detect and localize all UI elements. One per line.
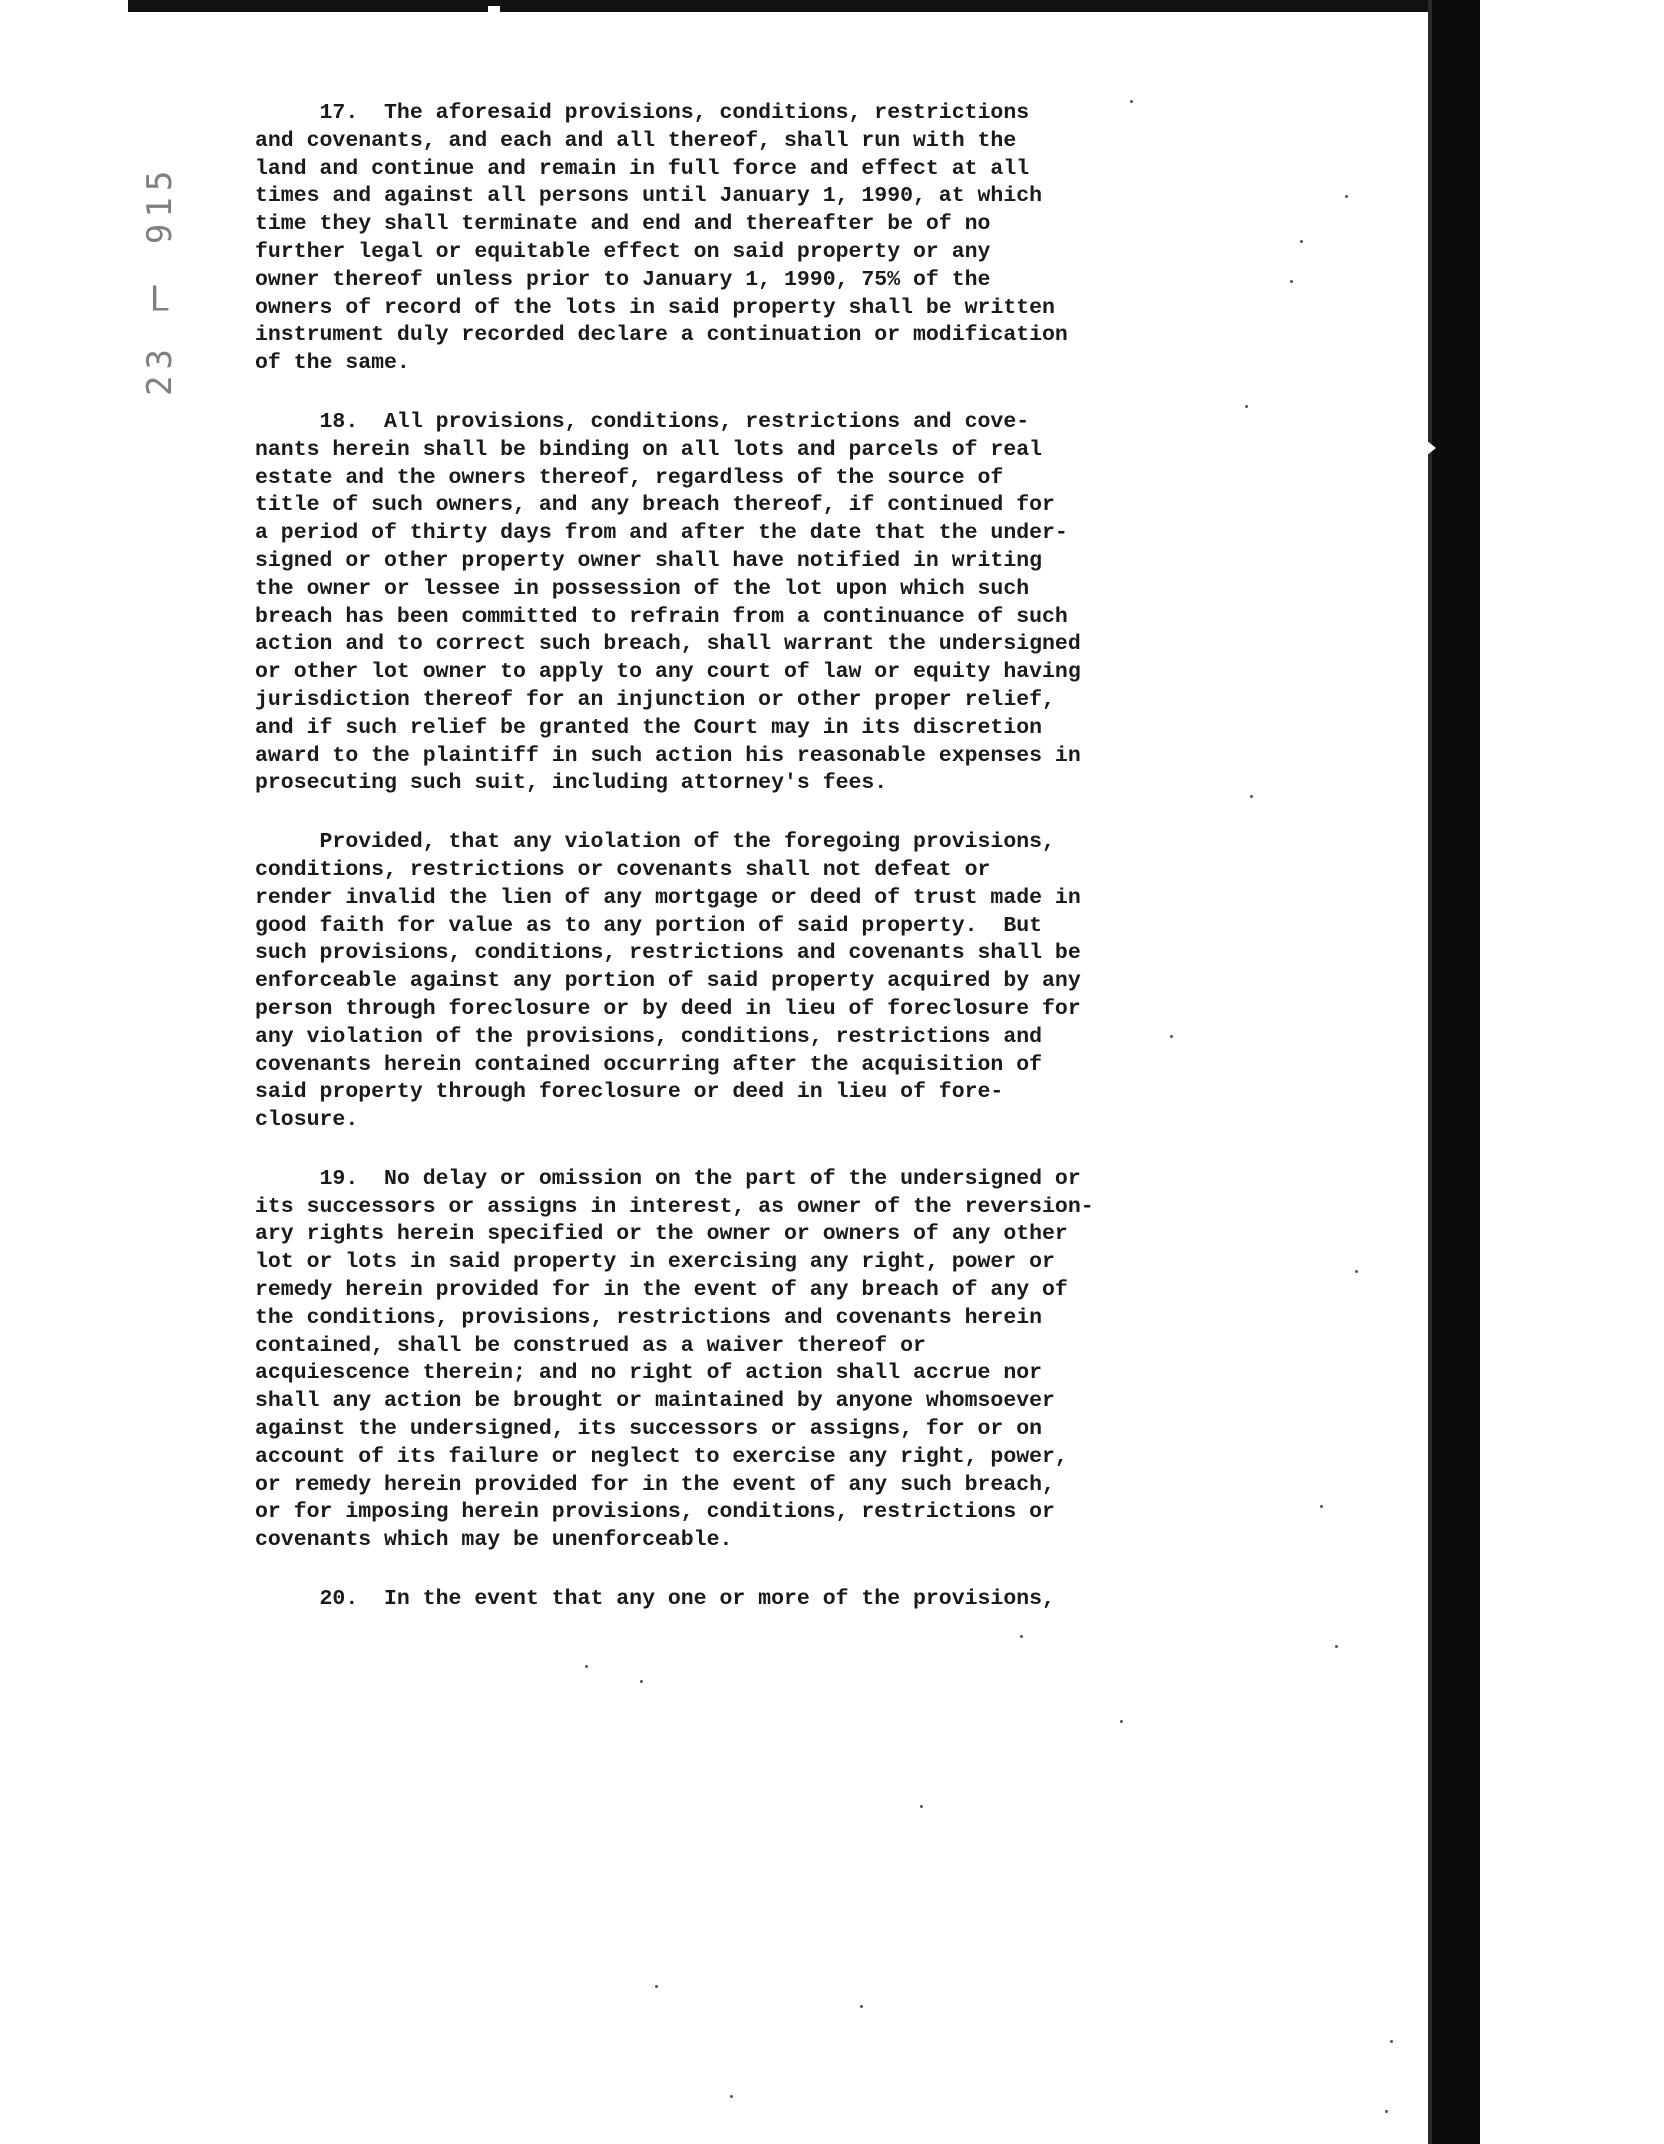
scan-speck	[1335, 1645, 1338, 1648]
text-line: render invalid the lien of any mortgage or deed of trust made in	[255, 885, 1081, 910]
text-line: action and to correct such breach, shall warrant the undersigned	[255, 632, 1081, 657]
scan-speck	[1320, 1505, 1323, 1508]
text-line: further legal or equitable effect on said property or any	[255, 239, 991, 264]
text-line: time they shall terminate and end and thereafter be of no	[255, 212, 991, 237]
scan-speck	[920, 1805, 923, 1808]
text-line: enforceable against any portion of said property acquired by any	[255, 969, 1081, 994]
text-line: ary rights herein specified or the owner or owners of any other	[255, 1222, 1068, 1247]
text-line: said property through foreclosure or deed in lieu of fore-	[255, 1080, 1004, 1105]
text-line: or for imposing herein provisions, conditions, restrictions or	[255, 1500, 1055, 1525]
text-line: 18. All provisions, conditions, restrictions and cove-	[255, 409, 1030, 434]
text-line: title of such owners, and any breach thereof, if continued for	[255, 493, 1055, 518]
text-line: covenants which may be unenforceable.	[255, 1528, 733, 1553]
scan-speck	[1345, 195, 1348, 198]
text-line: lot or lots in said property in exercising any right, power or	[255, 1250, 1055, 1275]
text-line: nants herein shall be binding on all lots and parcels of real	[255, 437, 1043, 462]
text-line: 20. In the event that any one or more of the provisions,	[255, 1587, 1055, 1612]
scan-speck	[585, 1665, 588, 1668]
paragraph-p19	[255, 1166, 1255, 1555]
text-line: owner thereof unless prior to January 1, 1990, 75% of the	[255, 267, 991, 292]
text-line: closure.	[255, 1108, 359, 1133]
text-line: breach has been committed to refrain from a continuance of such	[255, 604, 1068, 629]
text-line: the conditions, provisions, restrictions and covenants herein	[255, 1305, 1043, 1330]
text-line: and covenants, and each and all thereof, shall run with the	[255, 128, 1017, 153]
scan-edge-notch	[1426, 440, 1436, 456]
text-line: against the undersigned, its successors or assigns, for or on	[255, 1417, 1043, 1442]
scan-speck	[655, 1985, 658, 1988]
text-line: jurisdiction thereof for an injunction or other proper relief,	[255, 687, 1055, 712]
document-body	[255, 100, 1255, 1645]
text-line: good faith for value as to any portion of said property. But	[255, 913, 1043, 938]
text-line: acquiescence therein; and no right of action shall accrue nor	[255, 1361, 1043, 1386]
text-line: and if such relief be granted the Court may in its discretion	[255, 715, 1043, 740]
text-line: a period of thirty days from and after the date that the under-	[255, 521, 1068, 546]
text-line: 17. The aforesaid provisions, conditions, restrictions	[255, 101, 1030, 125]
text-line: owners of record of the lots in said property shall be written	[255, 295, 1055, 320]
text-line: estate and the owners thereof, regardless of the source of	[255, 465, 1004, 490]
text-line: land and continue and remain in full force and effect at all	[255, 156, 1030, 181]
text-line: contained, shall be construed as a waiver thereof or	[255, 1333, 926, 1358]
paragraph-p17	[255, 100, 1255, 378]
text-line: remedy herein provided for in the event of any breach of any of	[255, 1278, 1068, 1303]
scan-speck	[1390, 2040, 1393, 2043]
scan-speck	[640, 1680, 643, 1683]
text-line: account of its failure or neglect to exercise any right, power,	[255, 1444, 1068, 1469]
text-line: person through foreclosure or by deed in lieu of foreclosure for	[255, 996, 1081, 1021]
scan-speck	[1355, 1270, 1358, 1273]
text-line: the owner or lessee in possession of the lot upon which such	[255, 576, 1030, 601]
text-line: instrument duly recorded declare a continuation or modification	[255, 323, 1068, 348]
margin-book-page-notation: 23 ᒣ 915	[140, 164, 180, 396]
scan-speck	[1290, 280, 1293, 283]
paragraph-p18-proviso	[255, 829, 1255, 1135]
paragraph-p18	[255, 409, 1255, 798]
text-line: 19. No delay or omission on the part of the undersigned or	[255, 1166, 1081, 1191]
text-line: such provisions, conditions, restrictions and covenants shall be	[255, 941, 1081, 966]
text-line: of the same.	[255, 351, 410, 376]
text-line: or other lot owner to apply to any court of law or equity having	[255, 660, 1081, 685]
scan-speck	[1385, 2110, 1388, 2113]
text-line: its successors or assigns in interest, as owner of the reversion-	[255, 1194, 1094, 1219]
text-line: award to the plaintiff in such action his reasonable expenses in	[255, 743, 1081, 768]
text-line: conditions, restrictions or covenants shall not defeat or	[255, 857, 991, 882]
scan-speck	[730, 2095, 733, 2098]
text-line: covenants herein contained occurring after the acquisition of	[255, 1052, 1043, 1077]
text-line: prosecuting such suit, including attorney's fees.	[255, 771, 888, 796]
text-line: signed or other property owner shall have notified in writing	[255, 548, 1043, 573]
text-line: times and against all persons until January 1, 1990, at which	[255, 184, 1043, 209]
scan-speck	[860, 2005, 863, 2008]
text-line: or remedy herein provided for in the event of any such breach,	[255, 1472, 1055, 1497]
scan-speck	[1120, 1720, 1123, 1723]
scan-right-edge	[1428, 0, 1480, 2144]
text-line: any violation of the provisions, conditions, restrictions and	[255, 1024, 1043, 1049]
scan-speck	[1300, 240, 1303, 243]
text-line: shall any action be brought or maintained by anyone whomsoever	[255, 1389, 1055, 1414]
scan-top-edge	[128, 0, 1438, 12]
paragraph-p20	[255, 1586, 1255, 1614]
text-line: Provided, that any violation of the foregoing provisions,	[255, 830, 1055, 855]
